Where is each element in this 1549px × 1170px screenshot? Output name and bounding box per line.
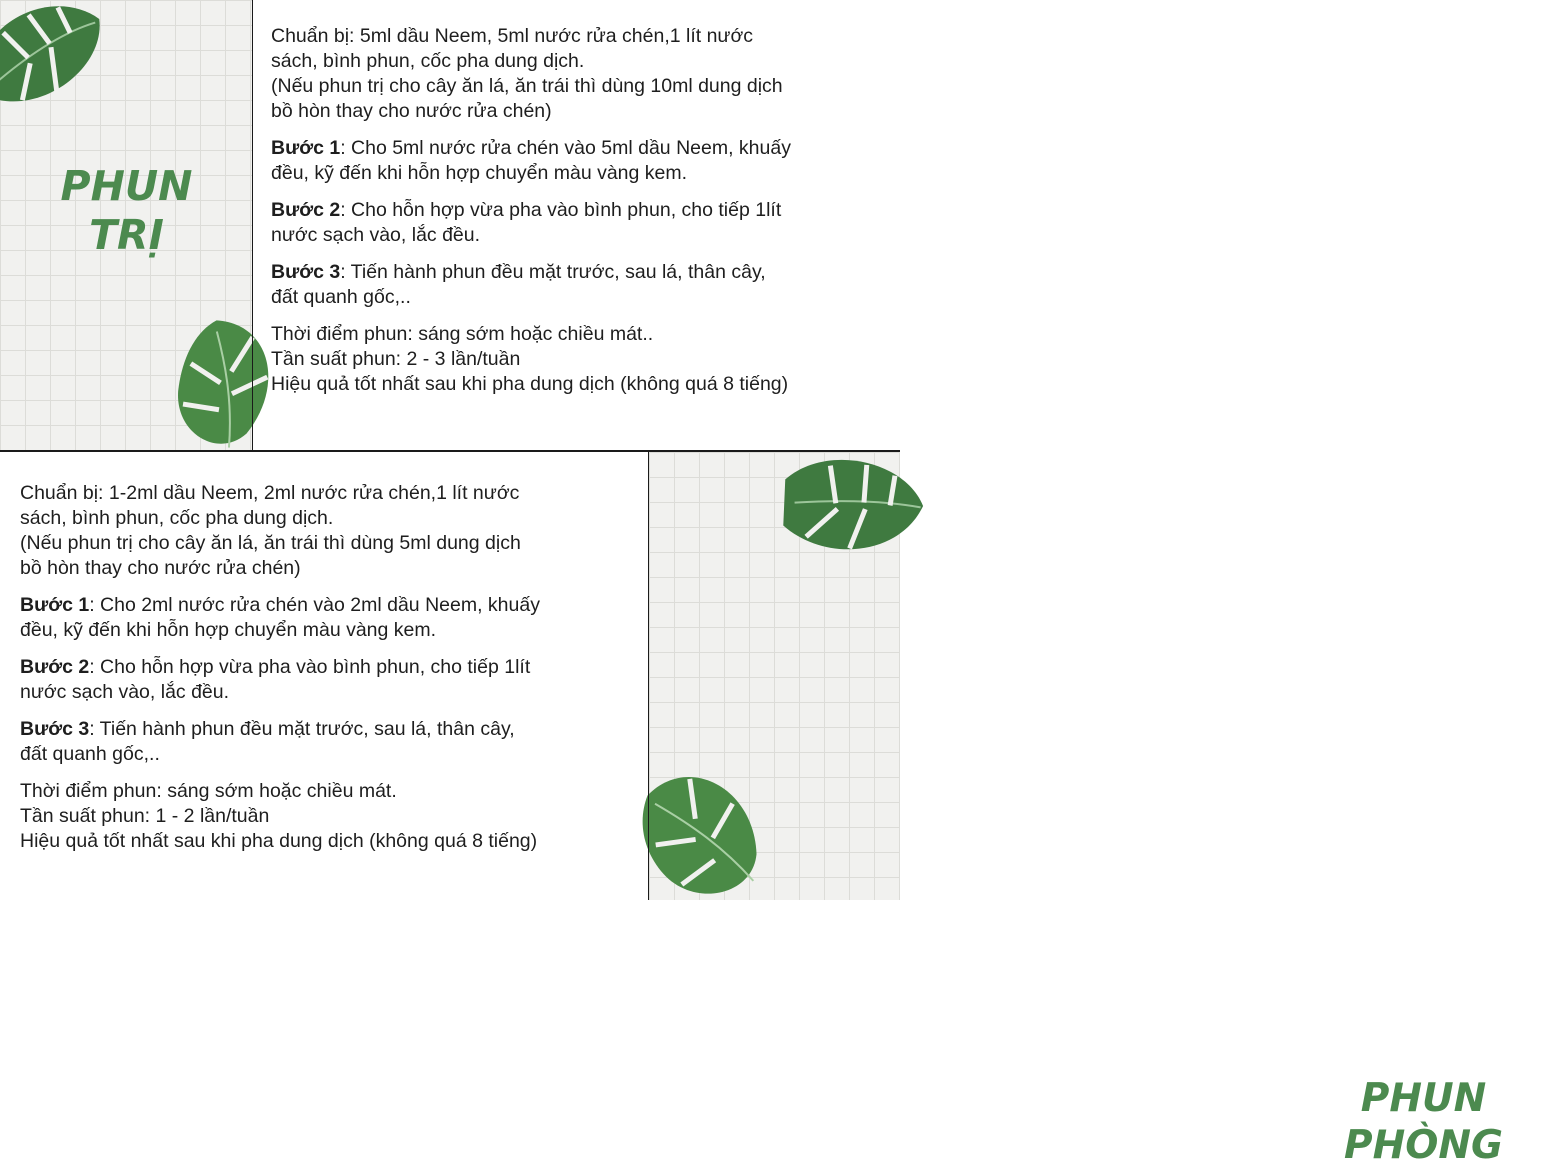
spray-time: Thời điểm phun: sáng sớm hoặc chiều mát. bbox=[20, 780, 397, 802]
step-text: : Cho 5ml nước rửa chén vào 5ml dầu Neem, khuấy bbox=[340, 137, 791, 159]
monstera-leaf-icon bbox=[769, 447, 929, 577]
phun-tri-title bbox=[0, 162, 253, 260]
step-label: Bước 2 bbox=[271, 199, 341, 221]
prep-line: Chuẩn bị: 5ml dầu Neem, 5ml nước rửa chén,1 lít nước bbox=[271, 25, 754, 47]
title-line-2: PHÒNG bbox=[1343, 1122, 1504, 1168]
spray-frequency: Tần suất phun: 1 - 2 lần/tuần bbox=[20, 805, 270, 827]
step-1 bbox=[271, 136, 891, 161]
monstera-leaf-icon bbox=[639, 752, 769, 912]
spray-effect: Hiệu quả tốt nhất sau khi pha dung dịch (không quá 8 tiếng) bbox=[271, 373, 789, 395]
step-2-cont: nước sạch vào, lắc đều. bbox=[271, 224, 481, 246]
step-text: : Cho hỗn hợp vừa pha vào bình phun, cho tiếp 1lít bbox=[340, 199, 782, 221]
spray-frequency: Tần suất phun: 2 - 3 lần/tuần bbox=[271, 348, 521, 370]
step-3 bbox=[271, 260, 891, 285]
monstera-leaf-icon bbox=[170, 310, 280, 460]
step-1-cont: đều, kỹ đến khi hỗn hợp chuyển màu vàng kem. bbox=[271, 162, 688, 184]
step-2 bbox=[271, 198, 891, 223]
spray-effect: Hiệu quả tốt nhất sau khi pha dung dịch (không quá 8 tiếng) bbox=[20, 830, 538, 852]
step-label: Bước 3 bbox=[20, 718, 90, 740]
phun-phong-title bbox=[1298, 1076, 1549, 1170]
prep-line: sách, bình phun, cốc pha dung dịch. bbox=[20, 507, 334, 529]
step-label: Bước 3 bbox=[271, 261, 341, 283]
vertical-divider bbox=[648, 452, 649, 900]
note-line: (Nếu phun trị cho cây ăn lá, ăn trái thì dùng 10ml dung dịch bbox=[271, 75, 783, 97]
note-line: (Nếu phun trị cho cây ăn lá, ăn trái thì dùng 5ml dung dịch bbox=[20, 532, 521, 554]
step-2 bbox=[20, 655, 640, 680]
step-3-cont: đất quanh gốc,.. bbox=[271, 286, 411, 308]
step-label: Bước 1 bbox=[271, 137, 341, 159]
vertical-divider bbox=[252, 0, 253, 450]
step-text: : Cho hỗn hợp vừa pha vào bình phun, cho tiếp 1lít bbox=[89, 656, 531, 678]
step-2-cont: nước sạch vào, lắc đều. bbox=[20, 681, 230, 703]
title-line-2: TRỊ bbox=[89, 211, 164, 260]
monstera-leaf-icon bbox=[0, 0, 120, 130]
title-line-1: PHUN bbox=[60, 162, 193, 210]
prep-line: sách, bình phun, cốc pha dung dịch. bbox=[271, 50, 585, 72]
note-line: bồ hòn thay cho nước rửa chén) bbox=[271, 100, 552, 122]
step-text: : Tiến hành phun đều mặt trước, sau lá, thân cây, bbox=[340, 261, 766, 283]
step-text: : Tiến hành phun đều mặt trước, sau lá, thân cây, bbox=[89, 718, 515, 740]
phun-phong-title-panel bbox=[649, 452, 1504, 1168]
step-1 bbox=[20, 593, 640, 618]
title-line-1: PHUN bbox=[1360, 1076, 1487, 1121]
phun-phong-instructions bbox=[20, 481, 640, 854]
step-3 bbox=[20, 717, 640, 742]
note-line: bồ hòn thay cho nước rửa chén) bbox=[20, 557, 301, 579]
step-label: Bước 2 bbox=[20, 656, 90, 678]
step-1-cont: đều, kỹ đến khi hỗn hợp chuyển màu vàng kem. bbox=[20, 619, 437, 641]
step-label: Bước 1 bbox=[20, 594, 90, 616]
step-3-cont: đất quanh gốc,.. bbox=[20, 743, 160, 765]
horizontal-divider bbox=[0, 450, 900, 452]
spray-time: Thời điểm phun: sáng sớm hoặc chiều mát.. bbox=[271, 323, 654, 345]
phun-tri-title-panel bbox=[0, 0, 253, 450]
step-text: : Cho 2ml nước rửa chén vào 2ml dầu Neem, khuấy bbox=[89, 594, 540, 616]
prep-line: Chuẩn bị: 1-2ml dầu Neem, 2ml nước rửa chén,1 lít nước bbox=[20, 482, 520, 504]
phun-tri-instructions bbox=[271, 24, 891, 397]
